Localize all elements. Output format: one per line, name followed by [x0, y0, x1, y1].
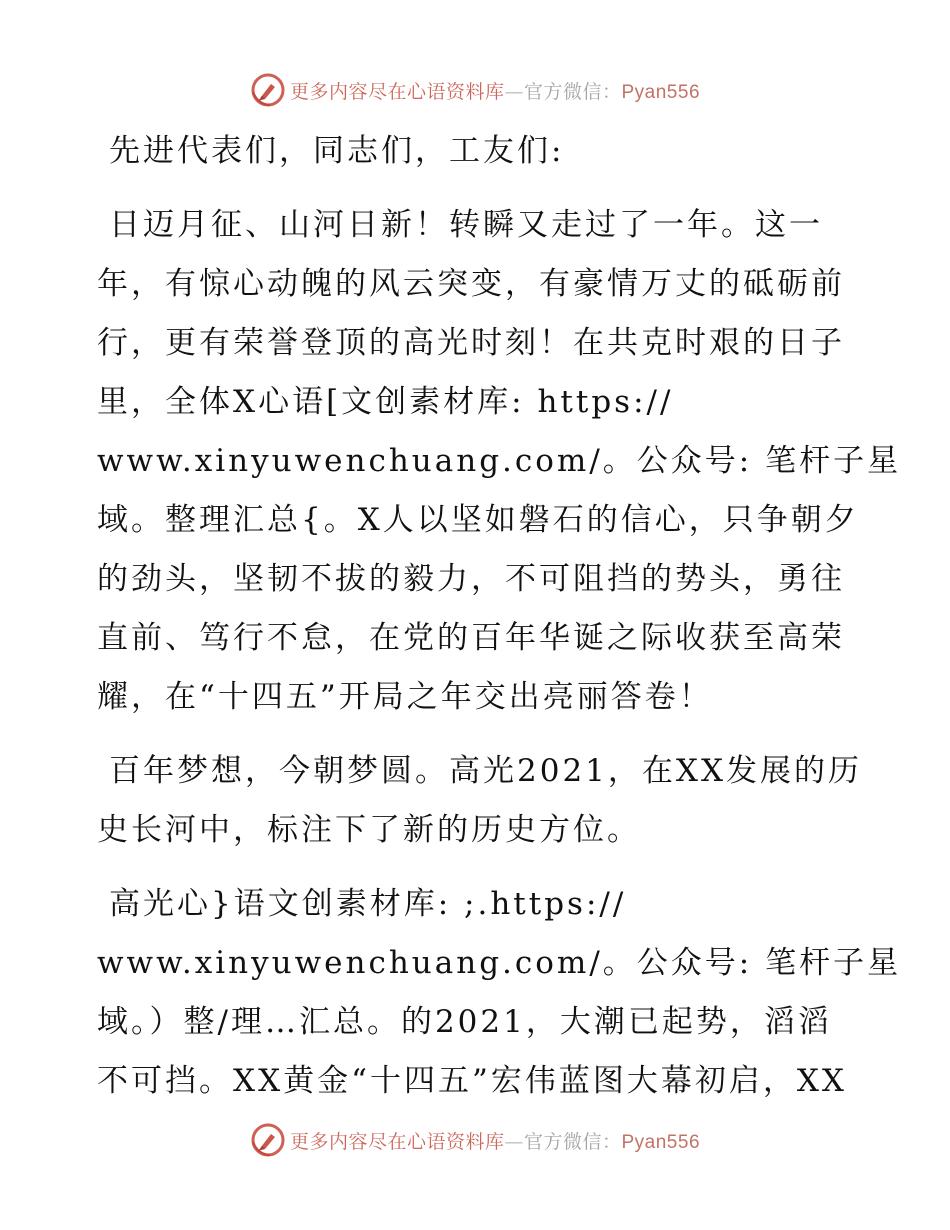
text-line: 直前、笃行不怠，在党的百年华诞之际收获至高荣 [97, 620, 845, 656]
text-line: 里，全体X心语[文创素材库: https:// [97, 384, 674, 420]
footer-banner [0, 1120, 950, 1160]
text-line: 的劲头，坚韧不拔的毅力，不可阻挡的势头，勇往 [97, 561, 845, 597]
text-line: 域。整理汇总{。X人以坚如磐石的信心，只争朝夕 [97, 502, 859, 538]
text-line: 不可挡。XX黄金“十四五”宏伟蓝图大幕初启，XX [97, 1063, 847, 1099]
text-line: www.xinyuwenchuang.com/。公众号: 笔杆子星 [97, 443, 902, 479]
pen-nib-logo-icon [250, 1122, 286, 1158]
text-line: 域。）整/理…汇总。的2021，大潮已起势，滔滔 [97, 1004, 832, 1040]
pen-nib-logo-icon [250, 72, 286, 108]
footer-text: 更多内容尽在心语资料库—官方微信：Pyan556 [289, 1130, 701, 1153]
paragraph-3 [97, 875, 902, 1111]
text-line: 耀，在“十四五”开局之年交出亮丽答卷！ [97, 679, 713, 715]
paragraph-1 [97, 196, 902, 727]
text-line: 日迈月征、山河日新！转瞬又走过了一年。这一 [109, 207, 823, 243]
text-line: 年，有惊心动魄的风云突变，有豪情万丈的砥砺前 [97, 266, 845, 302]
text-line: www.xinyuwenchuang.com/。公众号: 笔杆子星 [97, 945, 902, 981]
paragraph-2 [97, 742, 863, 860]
text-line: 百年梦想，今朝梦圆。高光2021，在XX发展的历 [109, 753, 863, 789]
header-banner [0, 70, 950, 110]
document-body [97, 122, 902, 1111]
text-line: 高光心}语文创素材库: ;.https:// [109, 886, 627, 922]
salutation: 先进代表们，同志们，工友们: [109, 133, 565, 169]
header-text: 更多内容尽在心语资料库—官方微信：Pyan556 [289, 80, 701, 103]
text-line: 史长河中，标注下了新的历史方位。 [97, 812, 641, 848]
text-line: 行，更有荣誉登顶的高光时刻！在共克时艰的日子 [97, 325, 845, 361]
